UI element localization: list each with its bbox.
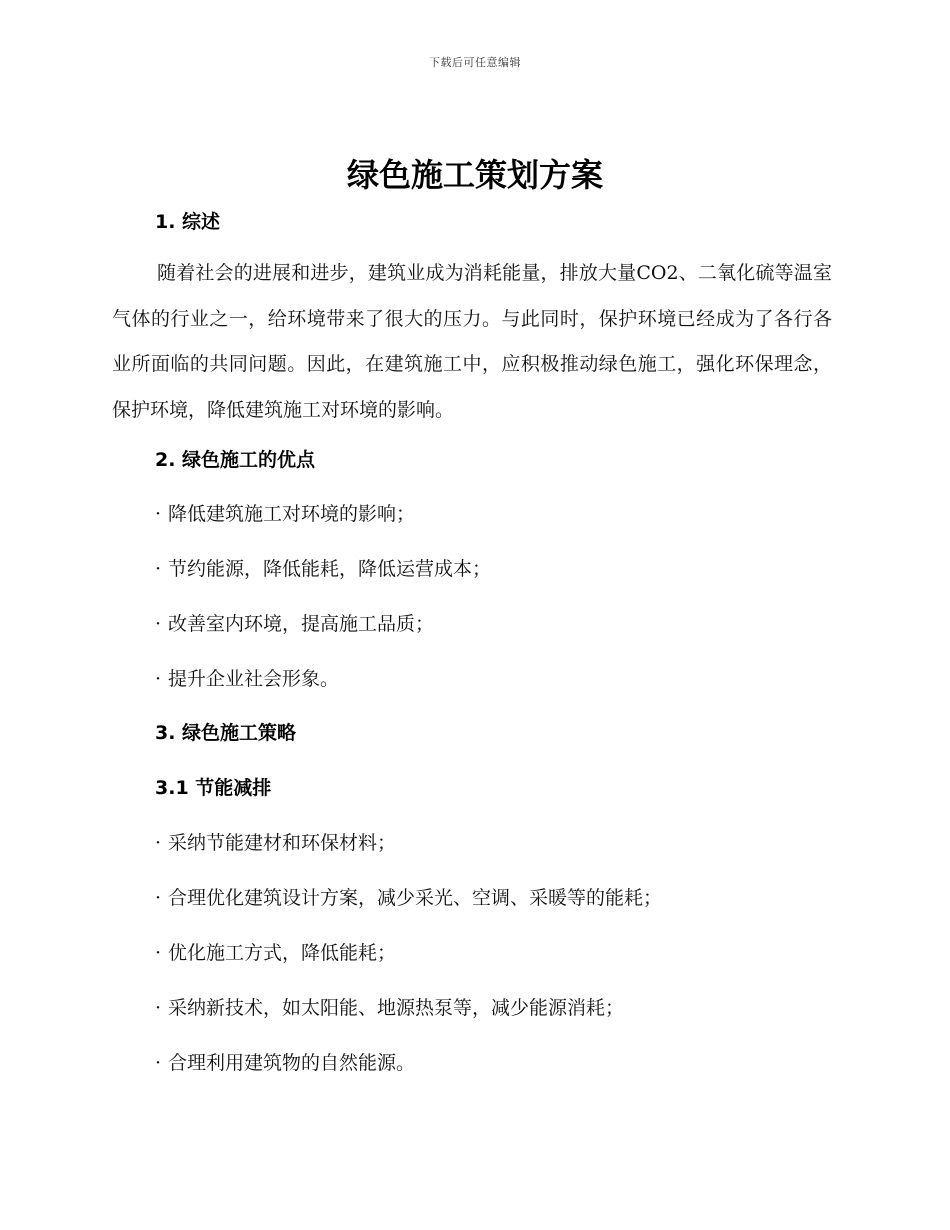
list-item xyxy=(155,883,662,910)
bullet-dot: · xyxy=(155,1052,162,1074)
list-item-text: 降低建筑施工对环境的影响； xyxy=(168,503,416,525)
list-item-text: 合理利用建筑物的自然能源。 xyxy=(168,1052,416,1074)
section-heading-advantages: 2. 绿色施工的优点 xyxy=(155,449,316,471)
list-item xyxy=(155,938,396,965)
bullet-dot: · xyxy=(155,832,162,854)
section-heading-overview: 1. 综述 xyxy=(155,211,221,233)
list-item xyxy=(155,554,491,581)
bullet-dot: · xyxy=(155,887,162,909)
bullet-dot: · xyxy=(155,503,162,525)
list-item xyxy=(155,1048,415,1075)
document-title: 绿色施工策划方案 xyxy=(346,156,603,194)
subsection-heading-energy-saving: 3.1 节能减排 xyxy=(155,777,272,799)
overview-paragraph: 随着社会的进展和进步，建筑业成为消耗能量，排放大量CO2、二氧化硫等温室气体的行业之一，给环境带来了很大的压力。与此同时，保护环境已经成为了各行各业所面临的共同问题。因此，在建筑施工中，应积极推动绿色施工，强化环保理念，保护环境，降低建筑施工对环境的影响。 xyxy=(112,262,832,421)
list-item xyxy=(155,828,396,855)
bullet-dot: · xyxy=(155,668,162,690)
list-item-text: 改善室内环境，提高施工品质； xyxy=(168,613,435,635)
list-item-text: 合理优化建筑设计方案，减少采光、空调、采暖等的能耗； xyxy=(168,887,663,909)
list-item xyxy=(155,609,434,636)
list-item-text: 优化施工方式，降低能耗； xyxy=(168,942,397,964)
list-item-text: 采纳新技术，如太阳能、地源热泵等，减少能源消耗； xyxy=(168,997,625,1019)
list-item-text: 采纳节能建材和环保材料； xyxy=(168,832,397,854)
bullet-dot: · xyxy=(155,613,162,635)
list-item xyxy=(155,499,415,526)
bullet-dot: · xyxy=(155,942,162,964)
bullet-dot: · xyxy=(155,997,162,1019)
page-header-note: 下载后可任意编辑 xyxy=(429,56,521,69)
list-item-text: 提升企业社会形象。 xyxy=(168,668,340,690)
section-heading-strategies: 3. 绿色施工策略 xyxy=(155,722,297,744)
list-item-text: 节约能源，降低能耗，降低运营成本； xyxy=(168,558,492,580)
bullet-dot: · xyxy=(155,558,162,580)
list-item xyxy=(155,664,339,691)
list-item xyxy=(155,993,624,1020)
